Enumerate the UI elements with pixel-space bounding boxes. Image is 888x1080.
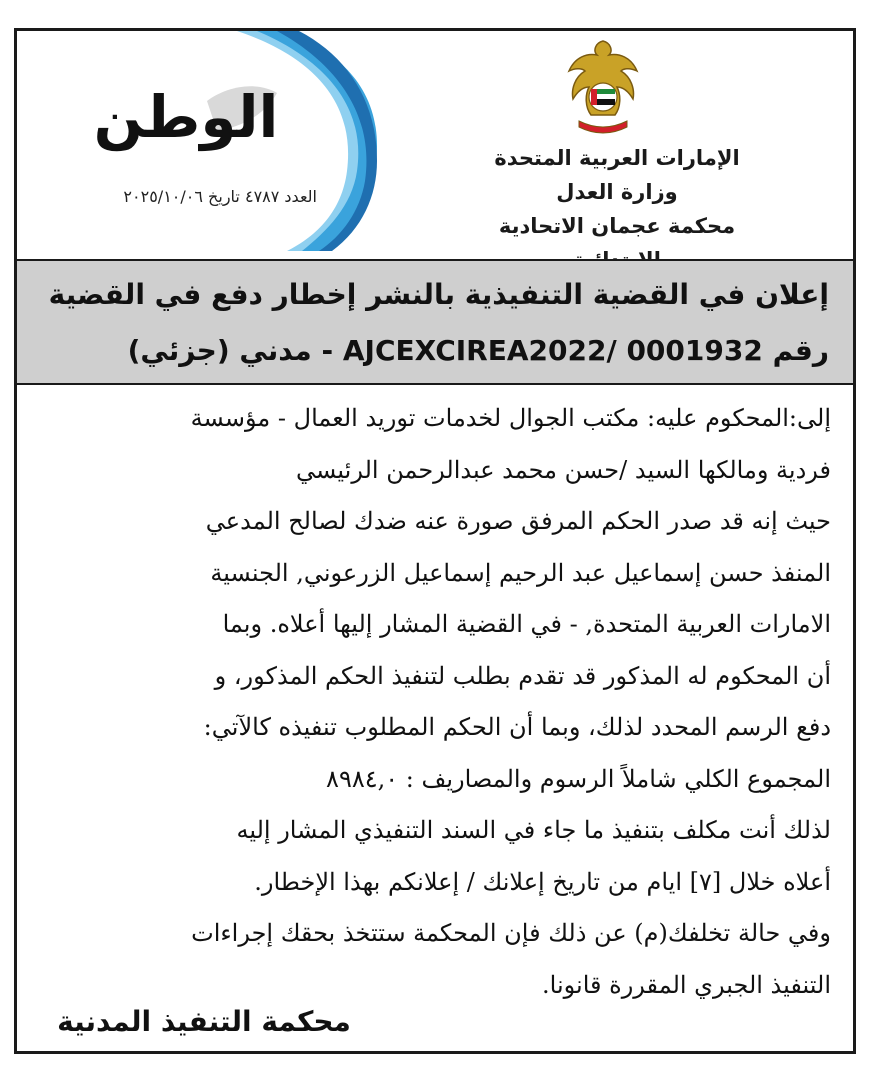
issue-line: العدد ٤٧٨٧ تاريخ ٢٠٢٥/١٠/٠٦ — [123, 187, 317, 206]
title-band — [17, 259, 853, 385]
country-name: الإمارات العربية المتحدة — [494, 146, 740, 170]
newspaper-name: الوطن — [93, 83, 279, 151]
announcement-frame — [14, 28, 856, 1054]
body-line: وفي حالة تخلفك(م) عن ذلك فإن المحكمة ستتخذ بحقك إجراءات — [191, 919, 831, 947]
body-line: المجموع الكلي شاملاً الرسوم والمصاريف : ٨٩٨٤,٠ — [326, 764, 831, 793]
ministry-name: وزارة العدل — [556, 180, 678, 204]
body-line: إلى:المحكوم عليه: مكتب الجوال لخدمات توريد العمال - مؤسسة — [190, 404, 831, 432]
ministry-block — [467, 141, 767, 277]
body-line: دفع الرسم المحدد لذلك، وبما أن الحكم المطلوب تنفيذه كالآتي: — [203, 713, 831, 741]
signature: محكمة التنفيذ المدنية — [57, 1005, 351, 1038]
uae-falcon-emblem-icon — [565, 37, 641, 141]
body-line: أن المحكوم له المذكور قد تقدم بطلب لتنفيذ الحكم المذكور، و — [214, 661, 831, 690]
court-name: محكمة عجمان الاتحادية — [498, 214, 736, 238]
title-line-2: رقم AJCEXCIREA2022/ 0001932 - مدني (جزئي) — [127, 334, 829, 367]
body-line: حيث إنه قد صدر الحكم المرفق صورة عنه ضدك لصالح المدعي — [205, 507, 831, 535]
body-line: أعلاه خلال [٧] ايام من تاريخ إعلانك / إعلانكم بهذا الإخطار. — [254, 867, 831, 896]
body-line: فردية ومالكها السيد /حسن محمد عبدالرحمن الرئيسي — [296, 455, 831, 484]
body-line: التنفيذ الجبري المقررة قانونا. — [542, 970, 831, 999]
header — [17, 31, 853, 257]
body-line: المنفذ حسن إسماعيل عبد الرحيم إسماعيل الزرعوني, الجنسية — [210, 558, 831, 587]
announcement-body — [17, 393, 853, 1011]
title-line-1: إعلان في القضية التنفيذية بالنشر إخطار دفع في القضية — [48, 278, 829, 311]
body-line: الامارات العربية المتحدة, - في القضية المشار إليها أعلاه. وبما — [222, 610, 831, 638]
body-line: لذلك أنت مكلف بتنفيذ ما جاء في السند التنفيذي المشار إليه — [236, 816, 831, 844]
